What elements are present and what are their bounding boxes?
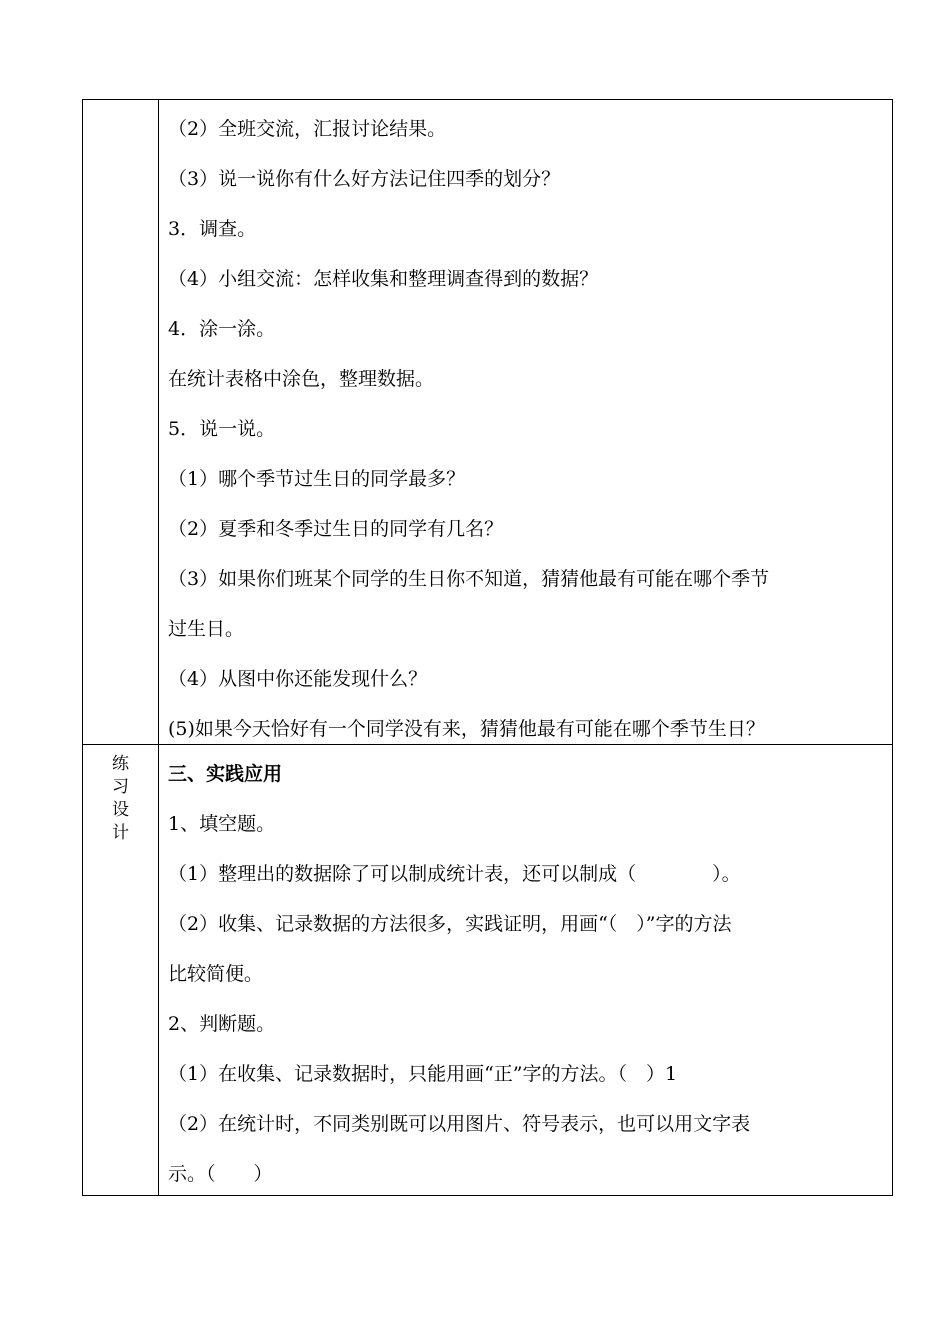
text-line: 5．说一说。 xyxy=(168,418,276,440)
text-line: （1）哪个季节过生日的同学最多？ xyxy=(168,468,466,490)
label-char: 计 xyxy=(112,823,129,843)
text-line: （2）全班交流，汇报讨论结果。 xyxy=(168,118,447,140)
row-label-practice-design xyxy=(83,745,159,1196)
label-char: 习 xyxy=(112,777,129,797)
text-line: （2）夏季和冬季过生日的同学有几名？ xyxy=(168,518,504,540)
label-char: 设 xyxy=(112,800,129,820)
text-line: （3）说一说你有什么好方法记住四季的划分？ xyxy=(168,168,561,190)
text-line: （4）小组交流：怎样收集和整理调查得到的数据？ xyxy=(168,268,599,290)
text-line: （3）如果你们班某个同学的生日你不知道，猜猜他最有可能在哪个季节 xyxy=(168,568,770,590)
text-line: （2）在统计时，不同类别既可以用图片、符号表示，也可以用文字表 xyxy=(168,1113,751,1135)
lesson-plan-table xyxy=(82,99,893,1196)
practice-content-cell xyxy=(159,745,893,1196)
text-line: 在统计表格中涂色，整理数据。 xyxy=(168,368,435,390)
section-heading: 三、实践应用 xyxy=(168,763,283,785)
text-line: 1、填空题。 xyxy=(168,813,276,835)
text-line: (5)如果今天恰好有一个同学没有来，猜猜他最有可能在哪个季节生日？ xyxy=(168,718,765,740)
text-line: 2、判断题。 xyxy=(168,1013,276,1035)
text-line: （1）整理出的数据除了可以制成统计表，还可以制成（ ）。 xyxy=(168,863,741,885)
table-row-practice xyxy=(83,745,893,1196)
row-label-empty xyxy=(83,100,159,745)
text-line: 3．调查。 xyxy=(168,218,257,240)
table-row-process xyxy=(83,100,893,745)
text-line: （2）收集、记录数据的方法很多，实践证明，用画“（ ）”字的方法 xyxy=(168,913,732,935)
label-char: 练 xyxy=(112,754,129,774)
process-content-cell xyxy=(159,100,893,745)
text-line: （4）从图中你还能发现什么？ xyxy=(168,668,428,690)
text-line: （1）在收集、记录数据时，只能用画“正”字的方法。（ ）1 xyxy=(168,1063,678,1085)
text-line: 示。（ ） xyxy=(168,1163,273,1185)
text-line: 4．涂一涂。 xyxy=(168,318,276,340)
text-line: 过生日。 xyxy=(168,618,245,640)
text-line: 比较简便。 xyxy=(168,963,264,985)
